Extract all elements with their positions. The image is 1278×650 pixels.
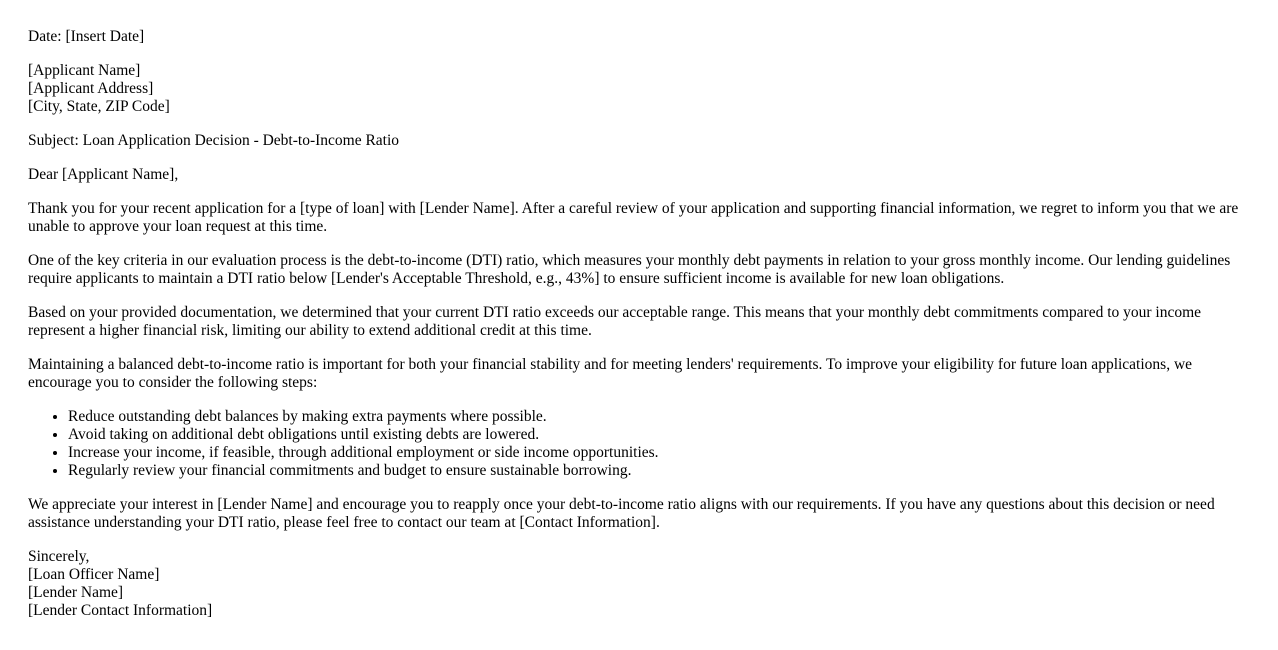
letter-document (28, 28, 1250, 636)
signoff-closing: Sincerely, (28, 548, 90, 565)
signoff-officer: [Loan Officer Name] (28, 566, 160, 583)
recipient-name: [Applicant Name] (28, 62, 141, 79)
signoff-lender: [Lender Name] (28, 584, 124, 601)
body-paragraph-dti-criteria: One of the key criteria in our evaluation process is the debt-to-income (DTI) ratio, which measures your monthly debt payments in relation to your gross monthly income. Our lending guidelines require applicants to maintain a DTI ratio below [Lender's Acceptable Threshold, e.g., 43%] to ensure sufficient income is available for new loan obligations. (28, 252, 1231, 287)
subject-line: Subject: Loan Application Decision - Debt-to-Income Ratio (28, 132, 400, 149)
body-paragraph-decision: Based on your provided documentation, we determined that your current DTI ratio exceeds our acceptable range. This means that your monthly debt commitments compared to your income represent a higher financial risk, limiting our ability to extend additional credit at this time. (28, 304, 1202, 339)
recipient-address: [Applicant Address] (28, 80, 154, 97)
signoff-contact: [Lender Contact Information] (28, 602, 213, 619)
closing-paragraph: We appreciate your interest in [Lender Name] and encourage you to reapply once your debt-to-income ratio aligns with our requirements. If you have any questions about this decision or need assistance understanding your DTI ratio, please feel free to contact our team at [Contact Information]. (28, 496, 1215, 531)
list-item: • Regularly review your financial commitments and budget to ensure sustainable borrowing. (68, 462, 1250, 480)
date-line: Date: [Insert Date] (28, 28, 145, 45)
signature-block (28, 548, 1250, 620)
recipient-block (28, 62, 1250, 116)
salutation: Dear [Applicant Name], (28, 166, 179, 183)
recipient-city-line: [City, State, ZIP Code] (28, 98, 170, 115)
body-paragraph-recommendations: Maintaining a balanced debt-to-income ratio is important for both your financial stability and for meeting lenders' requirements. To improve your eligibility for future loan applications, we encourage you to consider the following steps: (28, 356, 1193, 391)
list-item: • Increase your income, if feasible, through additional employment or side income opportunities. (68, 444, 1250, 462)
steps-list (28, 408, 1250, 480)
body-paragraph-intro: Thank you for your recent application for a [type of loan] with [Lender Name]. After a careful review of your application and supporting financial information, we regret to inform you that we are unable to approve your loan request at this time. (28, 200, 1239, 235)
list-item: • Avoid taking on additional debt obligations until existing debts are lowered. (68, 426, 1250, 444)
list-item: • Reduce outstanding debt balances by making extra payments where possible. (68, 408, 1250, 426)
